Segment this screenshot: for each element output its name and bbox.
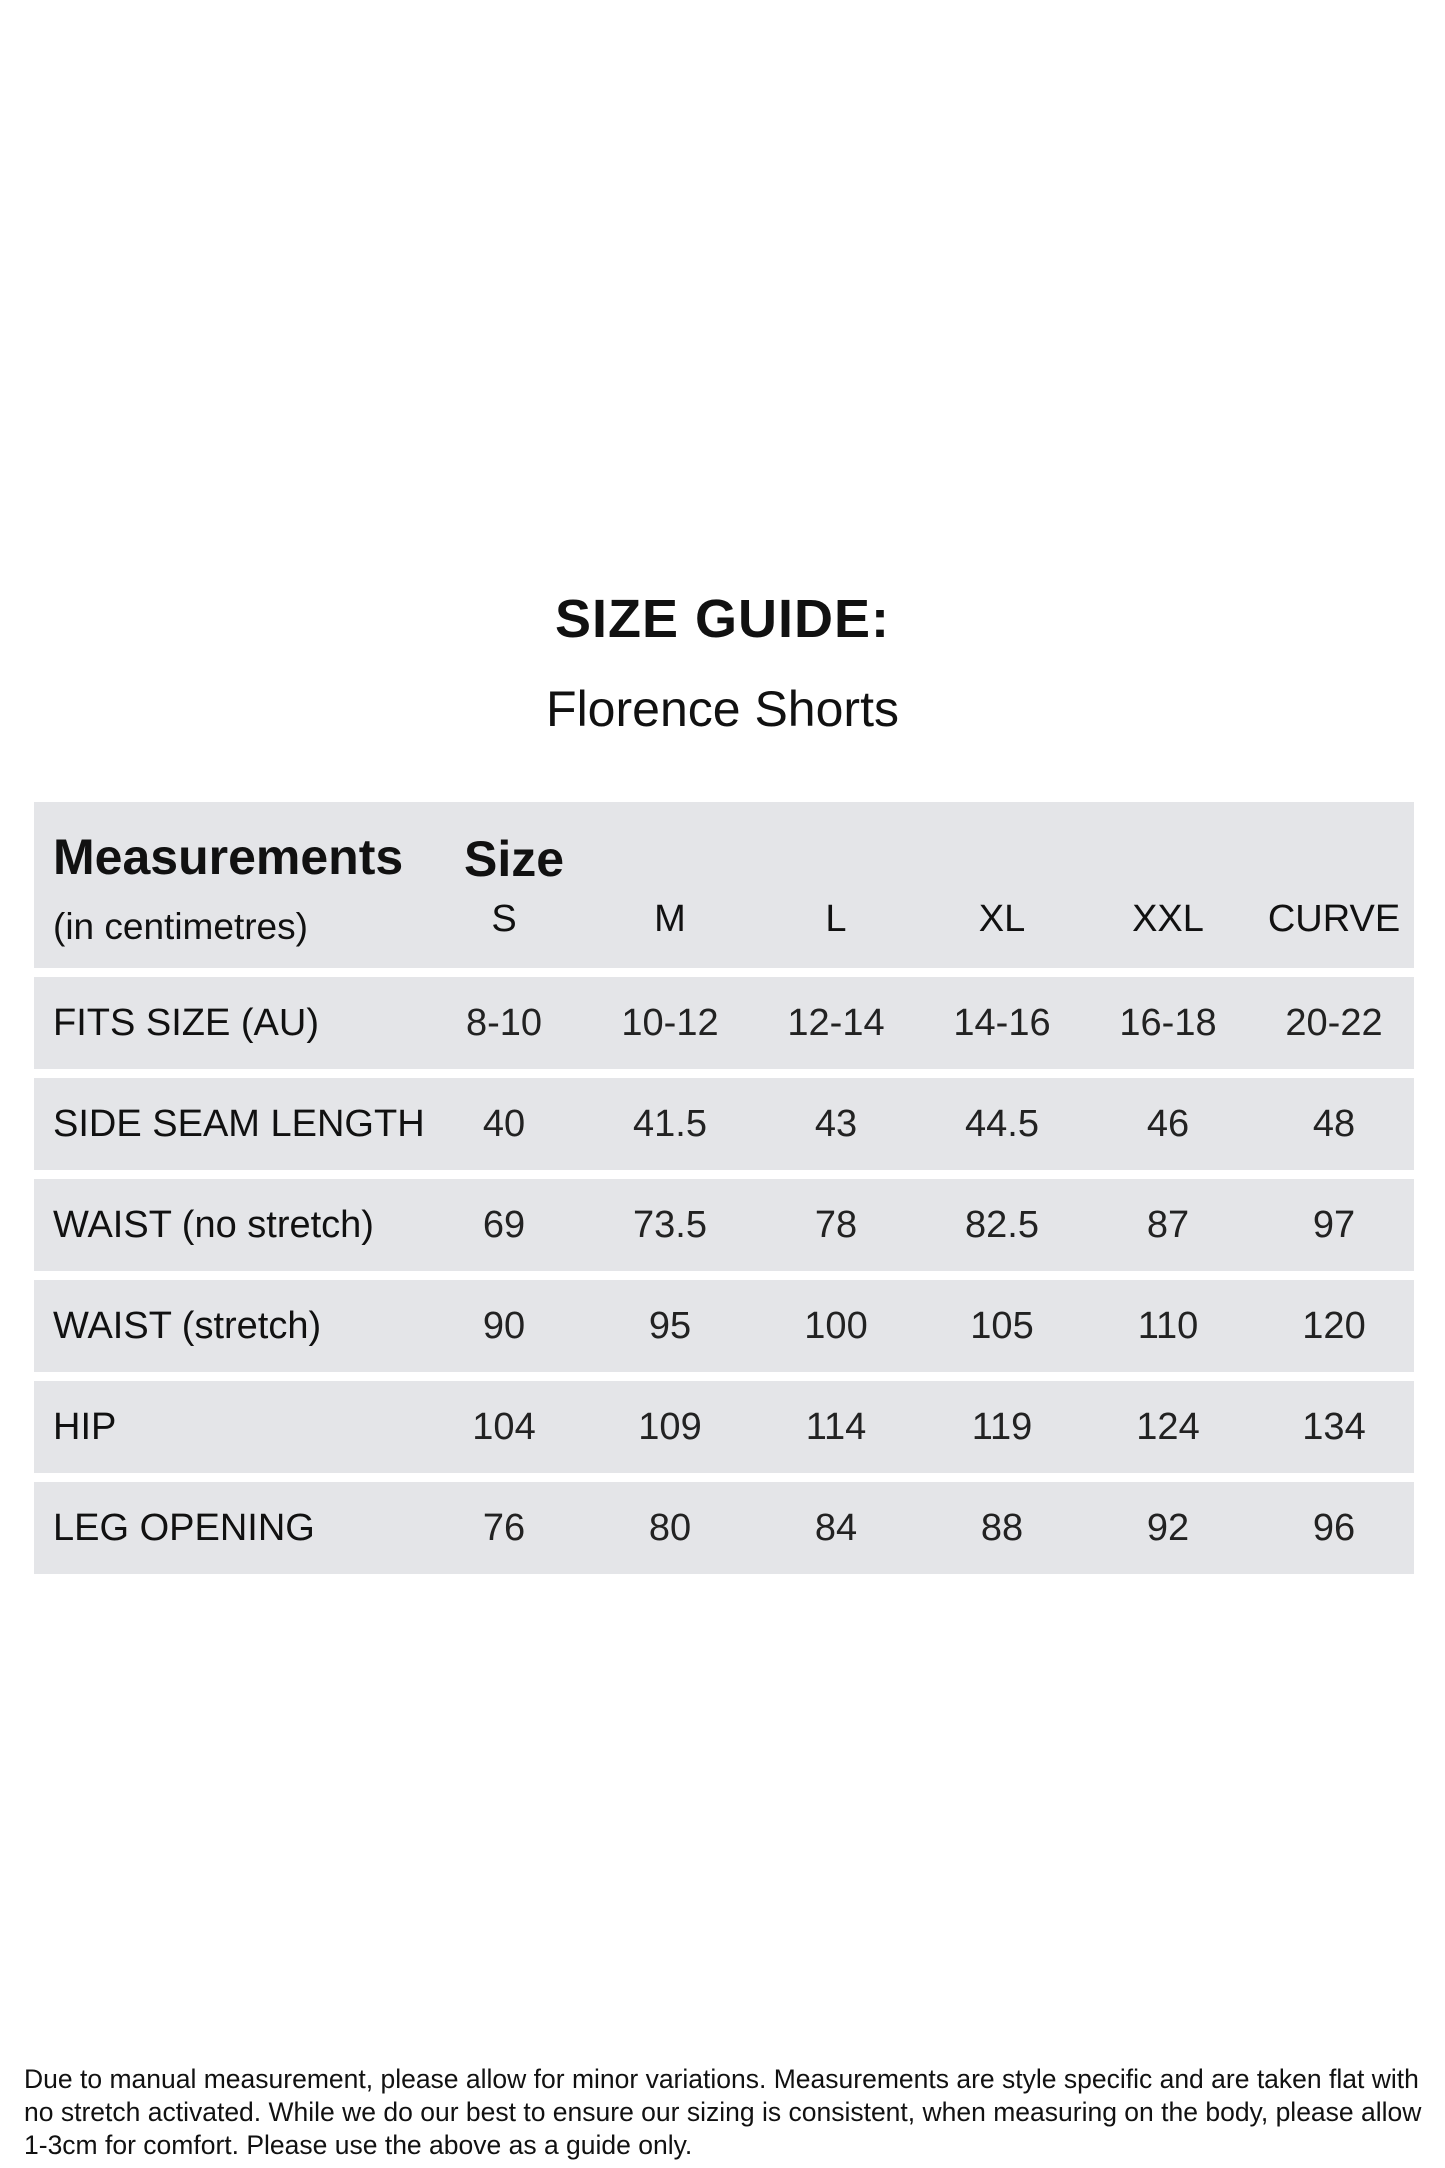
table-cell: 84 (814, 1507, 858, 1549)
row-label: FITS SIZE (AU) (53, 1002, 319, 1044)
row-label: LEG OPENING (53, 1507, 315, 1549)
size-table (34, 802, 1414, 1583)
size-heading: Size (464, 831, 565, 887)
row-label: SIDE SEAM LENGTH (53, 1103, 425, 1145)
table-cell: 95 (648, 1305, 692, 1347)
table-row (34, 1179, 1414, 1271)
table-cell: 46 (1146, 1103, 1190, 1145)
page-title: SIZE GUIDE: (554, 589, 891, 649)
table-cell: 100 (804, 1305, 868, 1347)
table-cell: 12-14 (787, 1002, 885, 1044)
table-cell: 80 (648, 1507, 692, 1549)
size-column-header: CURVE (1267, 898, 1401, 940)
table-row (34, 977, 1414, 1069)
disclaimer-text: Due to manual measurement, please allow for minor variations. Measurements are style specific and are taken flat with no stretch activated. While we do our best to ensure our sizing is consistent, when measuring on the body, please allow 1-3cm for comfort. Please use the above as a guide only. (24, 2064, 1422, 2160)
table-cell: 134 (1302, 1406, 1366, 1448)
table-row (34, 1078, 1414, 1170)
size-column-header: S (491, 898, 517, 940)
table-cell: 44.5 (965, 1103, 1039, 1145)
table-cell: 109 (638, 1406, 702, 1448)
table-cell: 10-12 (621, 1002, 719, 1044)
table-cell: 14-16 (953, 1002, 1051, 1044)
table-cell: 87 (1146, 1204, 1190, 1246)
table-cell: 43 (814, 1103, 858, 1145)
table-cell: 120 (1302, 1305, 1366, 1347)
measurements-heading: Measurements (53, 829, 404, 885)
row-label: WAIST (stretch) (53, 1305, 322, 1347)
row-label: HIP (53, 1406, 117, 1448)
size-column-header: XXL (1132, 898, 1204, 940)
table-cell: 76 (482, 1507, 526, 1549)
table-cell: 88 (980, 1507, 1024, 1549)
size-column-header: XL (978, 898, 1026, 940)
table-cell: 82.5 (965, 1204, 1039, 1246)
table-row (34, 1381, 1414, 1473)
table-cell: 119 (971, 1406, 1033, 1448)
table-cell: 73.5 (633, 1204, 707, 1246)
units-label: (in centimetres) (53, 906, 308, 947)
table-row (34, 1280, 1414, 1372)
table-cell: 114 (805, 1406, 867, 1448)
size-table-header (34, 802, 1414, 968)
table-cell: 124 (1136, 1406, 1200, 1448)
product-name: Florence Shorts (546, 681, 899, 737)
table-cell: 69 (482, 1204, 526, 1246)
table-row (34, 1482, 1414, 1574)
table-cell: 97 (1312, 1204, 1356, 1246)
size-column-header: M (654, 898, 686, 940)
table-cell: 41.5 (633, 1103, 707, 1145)
size-column-header: L (825, 898, 847, 940)
table-cell: 104 (472, 1406, 536, 1448)
table-cell: 96 (1312, 1507, 1356, 1549)
table-cell: 40 (482, 1103, 526, 1145)
table-cell: 78 (814, 1204, 858, 1246)
table-cell: 110 (1137, 1305, 1199, 1347)
table-cell: 16-18 (1119, 1002, 1217, 1044)
table-cell: 105 (970, 1305, 1034, 1347)
table-cell: 48 (1312, 1103, 1356, 1145)
row-label: WAIST (no stretch) (53, 1204, 374, 1246)
table-cell: 92 (1146, 1507, 1190, 1549)
table-cell: 8-10 (465, 1002, 543, 1044)
table-cell: 20-22 (1285, 1002, 1383, 1044)
table-cell: 90 (482, 1305, 526, 1347)
